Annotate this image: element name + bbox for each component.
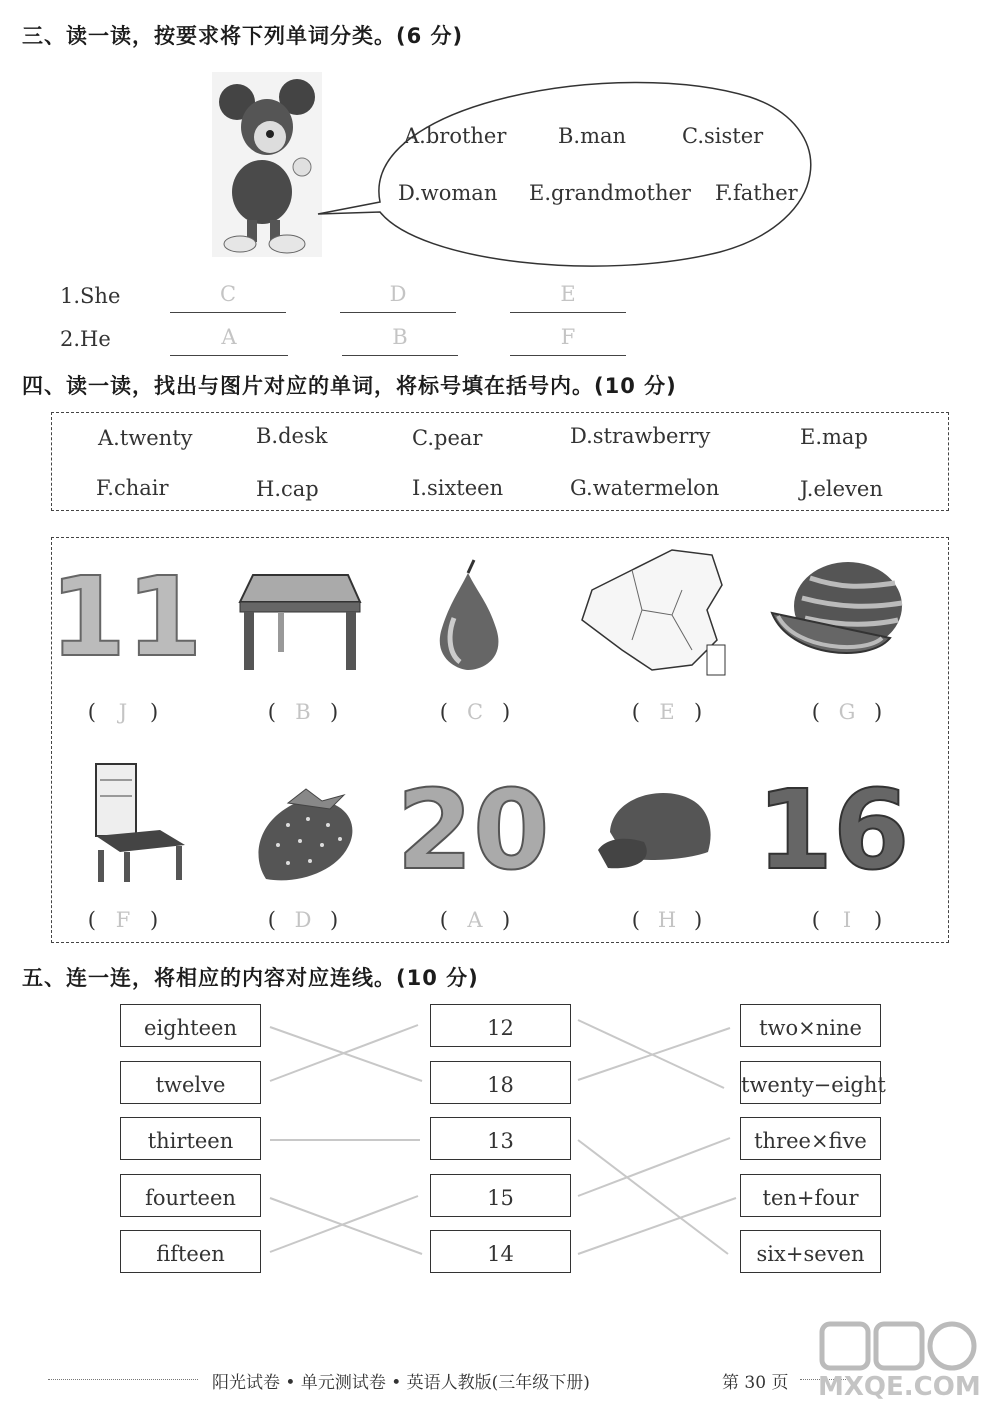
footer-text: 阳光试卷 • 单元测试卷 • 英语人教版(三年级下册) (212, 1373, 590, 1393)
word-option: B.man (558, 124, 627, 148)
word-option: I.sixteen (412, 476, 504, 500)
word-option: E.map (800, 425, 868, 449)
match-left-box[interactable]: eighteen (120, 1004, 261, 1047)
match-line (578, 1028, 730, 1080)
svg-text:11: 11 (49, 553, 203, 681)
word-option: A.brother (404, 124, 507, 148)
word-option: C.sister (682, 124, 764, 148)
answer-parens[interactable]: ( B ) (267, 700, 339, 724)
word-option: D.woman (398, 181, 498, 205)
section5-heading: 五、连一连，将相应的内容对应连线。(10 分) (22, 966, 479, 990)
row-label: 2.He (60, 327, 111, 351)
row-label: 1.She (60, 284, 121, 308)
watermark-text: MXQE.COM (818, 1372, 981, 1402)
answer-parens[interactable]: ( E ) (631, 700, 703, 724)
match-left-box[interactable]: thirteen (120, 1117, 261, 1160)
match-middle-box[interactable]: 14 (430, 1230, 571, 1273)
match-right-box[interactable]: three×five (740, 1117, 881, 1160)
watermark-logo (818, 1318, 978, 1374)
answer-parens[interactable]: ( A ) (439, 908, 511, 932)
svg-text:16: 16 (756, 766, 910, 894)
answer-blank[interactable]: F (510, 325, 626, 356)
answer-blank[interactable]: B (342, 325, 458, 356)
match-line (578, 1138, 730, 1196)
match-middle-box[interactable]: 12 (430, 1004, 571, 1047)
answer-parens[interactable]: ( J ) (87, 700, 159, 724)
match-line (578, 1198, 736, 1254)
match-right-box[interactable]: two×nine (740, 1004, 881, 1047)
word-option: H.cap (256, 477, 319, 501)
answer-parens[interactable]: ( H ) (631, 908, 703, 932)
answer-blank[interactable]: D (340, 282, 456, 313)
match-right-box[interactable]: ten+four (740, 1174, 881, 1217)
svg-text:20: 20 (396, 766, 550, 894)
answer-blank[interactable]: C (170, 282, 286, 313)
match-middle-box[interactable]: 13 (430, 1117, 571, 1160)
word-option: B.desk (256, 424, 328, 448)
word-option: F.chair (96, 476, 169, 500)
answer-parens[interactable]: ( C ) (439, 700, 511, 724)
answer-parens[interactable]: ( G ) (811, 700, 883, 724)
section4-heading: 四、读一读，找出与图片对应的单词，将标号填在括号内。(10 分) (22, 374, 677, 398)
match-left-box[interactable]: fourteen (120, 1174, 261, 1217)
word-option: G.watermelon (570, 476, 720, 500)
match-left-box[interactable]: twelve (120, 1061, 261, 1104)
match-line (270, 1198, 422, 1254)
word-option: F.father (715, 181, 798, 205)
word-option: E.grandmother (529, 181, 691, 205)
word-option: J.eleven (800, 477, 883, 501)
page-number: 第 30 页 (722, 1373, 789, 1393)
answer-blank[interactable]: E (510, 282, 626, 313)
match-left-box[interactable]: fifteen (120, 1230, 261, 1273)
match-middle-box[interactable]: 18 (430, 1061, 571, 1104)
match-middle-box[interactable]: 15 (430, 1174, 571, 1217)
match-right-box[interactable]: twenty−eight (740, 1061, 881, 1104)
word-option: A.twenty (98, 426, 193, 450)
match-right-box[interactable]: six+seven (740, 1230, 881, 1273)
answer-blank[interactable]: A (170, 325, 288, 356)
answer-parens[interactable]: ( F ) (87, 908, 159, 932)
answer-parens[interactable]: ( I ) (811, 908, 883, 932)
footer-rule-left (48, 1379, 198, 1380)
section3-heading: 三、读一读，按要求将下列单词分类。(6 分) (22, 24, 464, 48)
word-option: C.pear (412, 426, 483, 450)
answer-parens[interactable]: ( D ) (267, 908, 339, 932)
match-line (578, 1140, 728, 1254)
word-option: D.strawberry (570, 424, 711, 448)
